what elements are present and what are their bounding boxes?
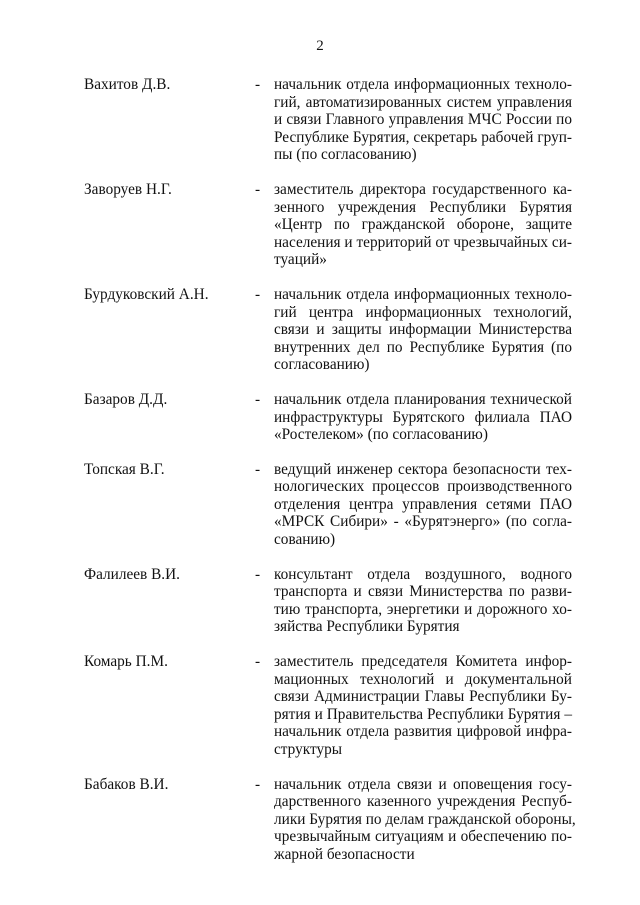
member-position: [274, 181, 572, 269]
position-line: Республике Бурятия, секретарь рабочей груп-: [274, 128, 572, 146]
position-line: начальник отдела информационных техноло-: [274, 285, 572, 303]
entry-dash: -: [255, 180, 261, 198]
position-line: населения и территорий от чрезвычайных си-: [274, 233, 572, 251]
position-line: консультант отдела воздушного, водного: [274, 565, 572, 583]
entry-dash: -: [255, 653, 261, 671]
position-line: начальник отдела информационных техноло-: [274, 76, 572, 93]
member-position: [274, 775, 576, 864]
position-line: внутренних дел по Республике Бурятия (по: [274, 338, 572, 356]
entry-dash: -: [255, 565, 261, 583]
member-entry: [0, 776, 640, 864]
position-line: сованию): [274, 531, 336, 549]
position-line: транспорта и связи Министерства по разви-: [274, 583, 572, 601]
position-line: «МРСК Сибири» - «Бурятэнерго» (по согла-: [274, 513, 572, 531]
position-line: лики Бурятия по делам гражданской обороны,: [274, 810, 576, 828]
member-name: Комарь П.М.: [84, 653, 168, 671]
position-line: ведущий инженер сектора безопасности тех-: [274, 460, 572, 478]
position-line: «Ростелеком» (по согласованию): [274, 426, 488, 444]
member-entry: [0, 286, 640, 374]
entry-dash: -: [255, 285, 261, 303]
member-position: [274, 653, 572, 759]
position-line: и связи Главного управления МЧС России по: [274, 111, 572, 129]
position-line: рятия и Правительства Республики Бурятия –: [274, 705, 572, 723]
position-line: мационных технологий и документальной: [274, 670, 572, 688]
position-line: связи и защиты информации Министерства: [274, 321, 572, 339]
member-name: Базаров Д.Д.: [84, 390, 168, 408]
entry-dash: -: [255, 775, 261, 793]
members-list: [0, 76, 640, 864]
entry-dash: -: [255, 390, 261, 408]
member-name: Бурдуковский А.Н.: [84, 285, 209, 303]
page-number: 2: [316, 38, 324, 54]
member-position: [274, 461, 572, 549]
member-name: Заворуев Н.Г.: [84, 180, 172, 198]
position-line: гий, автоматизированных систем управления: [274, 93, 572, 111]
position-line: начальник отдела планирования технической: [274, 390, 572, 408]
position-line: «Центр по гражданской обороне, защите: [274, 216, 572, 234]
position-line: нологических процессов производственного: [274, 478, 572, 496]
position-line: пы (по согласованию): [274, 146, 417, 164]
member-name: Вахитов Д.В.: [84, 76, 171, 93]
member-name: Фалилеев В.И.: [84, 565, 180, 583]
entry-dash: -: [255, 76, 261, 93]
member-entry: [0, 566, 640, 636]
position-line: инфраструктуры Бурятского филиала ПАО: [274, 408, 572, 426]
position-line: заместитель директора государственного ка-: [274, 180, 572, 198]
position-line: чрезвычайным ситуациям и обеспечению по-: [274, 828, 572, 846]
position-line: дарственного казенного учреждения Респуб-: [274, 793, 572, 811]
member-entry: [0, 461, 640, 549]
member-entry: [0, 391, 640, 444]
position-line: начальник отдела развития цифровой инфра-: [274, 723, 572, 741]
position-line: туаций»: [274, 251, 327, 269]
member-name: Бабаков В.И.: [84, 775, 169, 793]
position-line: структуры: [274, 741, 343, 758]
position-line: согласованию): [274, 356, 370, 374]
position-line: зяйства Республики Бурятия: [274, 618, 460, 636]
member-name: Топская В.Г.: [84, 460, 165, 478]
position-line: гий центра информационных технологий,: [274, 303, 572, 321]
position-line: отделения центра управления сетями ПАО: [274, 495, 572, 513]
entry-dash: -: [255, 460, 261, 478]
member-entry: [0, 653, 640, 759]
member-position: [274, 76, 572, 164]
position-line: тию транспорта, энергетики и дорожного хо-: [274, 600, 572, 618]
member-entry: [0, 181, 640, 269]
position-line: заместитель председателя Комитета инфор-: [274, 653, 572, 671]
member-position: [274, 566, 572, 636]
position-line: связи Администрации Главы Республики Бу-: [274, 688, 572, 706]
member-position: [274, 286, 572, 374]
position-line: начальник отдела связи и оповещения госу-: [274, 775, 572, 793]
position-line: жарной безопасности: [274, 845, 415, 863]
member-position: [274, 391, 572, 444]
position-line: зенного учреждения Республики Бурятия: [274, 198, 572, 216]
member-entry: [0, 76, 640, 164]
